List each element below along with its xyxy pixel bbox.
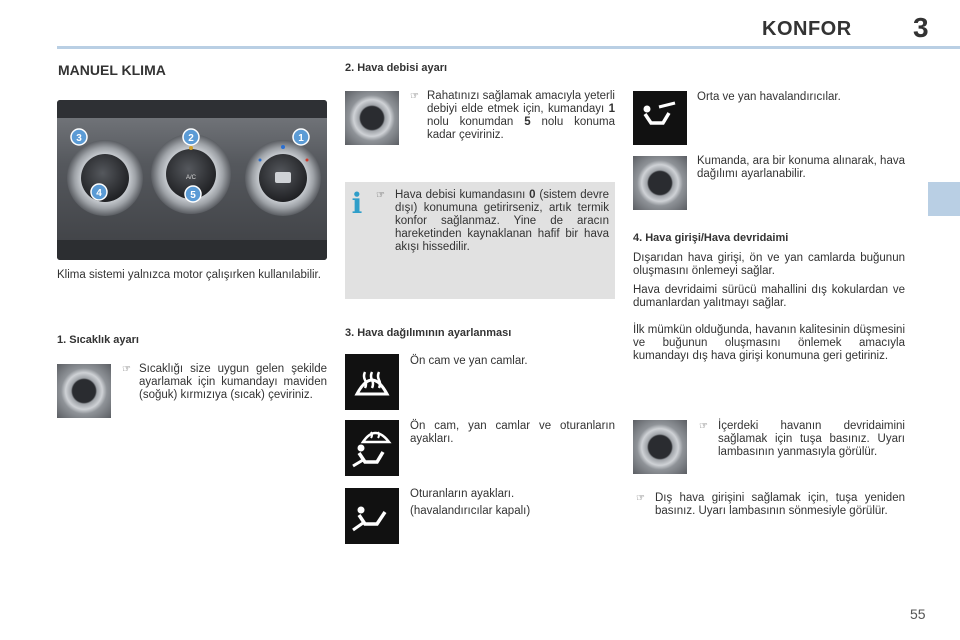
callout-5 [185, 186, 201, 202]
ac-label: A/C [185, 175, 197, 181]
callout-4 [91, 184, 107, 200]
pointer-icon: ☞ [636, 493, 645, 504]
temperature-title: 1. Sıcaklık ayarı [57, 334, 139, 346]
pointer-icon: ☞ [376, 190, 385, 201]
windscreen-and-feet-icon [345, 420, 399, 476]
airflow-text: Rahatınızı sağlamak amacıyla yeterli debiyi elde etmek için, kumandayı 1 nolu konumdan 5 nolu konuma kadar çeviriniz. [427, 90, 616, 141]
svg-text:1: 1 [298, 133, 304, 144]
windscreen-demist-icon [345, 354, 399, 410]
page-number: 55 [910, 606, 926, 622]
right-item-1: Orta ve yan havalandırıcılar. [697, 91, 841, 103]
temperature-text: Sıcaklığı size uygun gelen şekilde ayarlamak için kumandayı maviden (soğuk) kırmızıya (sıcak) çeviriniz. [139, 363, 327, 401]
info-icon: i [351, 187, 363, 220]
svg-text:4: 4 [96, 188, 102, 199]
distribution-item-3: Oturanların ayakları. [410, 488, 515, 500]
recirc-p3: İlk mümkün olduğunda, havanın kalitesinin düşmesini ve buğunun oluşmasını önlemek amacıyla kumandayı dış hava girişi konumuna geri getiriniz. [633, 324, 905, 362]
recirc-button-icon [633, 420, 687, 474]
chapter-title: KONFOR [762, 18, 852, 40]
panel-svg [57, 100, 327, 260]
callout-3 [71, 129, 87, 145]
recirc-title: 4. Hava girişi/Hava devridaimi [633, 232, 789, 244]
chapter-side-tab [928, 182, 960, 216]
svg-text:2: 2 [188, 133, 194, 144]
svg-text:3: 3 [76, 133, 82, 144]
callout-1 [293, 129, 309, 145]
header-rule [57, 46, 960, 49]
section-title: MANUEL KLIMA [58, 62, 166, 78]
chapter-number: 3 [913, 12, 929, 43]
distribution-item-3-sub: (havalandırıcılar kapalı) [410, 505, 531, 517]
airflow-title: 2. Hava debisi ayarı [345, 62, 448, 74]
distribution-item-2: Ön cam, yan camlar ve oturanların ayakları. [410, 420, 615, 445]
distribution-title: 3. Hava dağılımının ayarlanması [345, 327, 512, 339]
pointer-icon: ☞ [122, 364, 131, 375]
info-text: Hava debisi kumandasını 0 (sistem devre dışı) konumuna getirirseniz, artık termik konfor sağlanmaz. Yine de aracın hareketinden kaynaklanan hafif bir hava akışı hissedilir. [395, 189, 609, 253]
recirc-p1: Dışarıdan hava girişi, ön ve yan camlarda buğunun oluşmasını önlemeyi sağlar. [633, 252, 905, 277]
feet-icon [345, 488, 399, 544]
recirc-bullet-1: İçerdeki havanın devridaimini sağlamak için tuşa basınız. Uyarı lambasının yanmasıyla görülür. [718, 420, 905, 458]
pointer-icon: ☞ [699, 421, 708, 432]
pointer-icon: ☞ [410, 91, 419, 102]
distribution-knob-icon [633, 156, 687, 210]
distribution-item-1: Ön cam ve yan camlar. [410, 355, 528, 367]
callout-2 [183, 129, 199, 145]
right-item-2: Kumanda, ara bir konuma alınarak, hava dağılımı ayarlanabilir. [697, 155, 905, 180]
intro-note: Klima sistemi yalnızca motor çalışırken kullanılabilir. [57, 269, 321, 281]
face-vents-icon [633, 91, 687, 145]
recirc-p2: Hava devridaimi sürücü mahallini dış kokulardan ve dumanlardan yalıtmayı sağlar. [633, 284, 905, 309]
temperature-knob-icon [57, 364, 111, 418]
recirc-bullet-2: Dış hava girişini sağlamak için, tuşa yeniden basınız. Uyarı lambasının sönmesiyle görülür. [655, 492, 905, 517]
airflow-knob-icon [345, 91, 399, 145]
climate-control-panel-image [57, 100, 327, 260]
svg-text:5: 5 [190, 190, 196, 201]
